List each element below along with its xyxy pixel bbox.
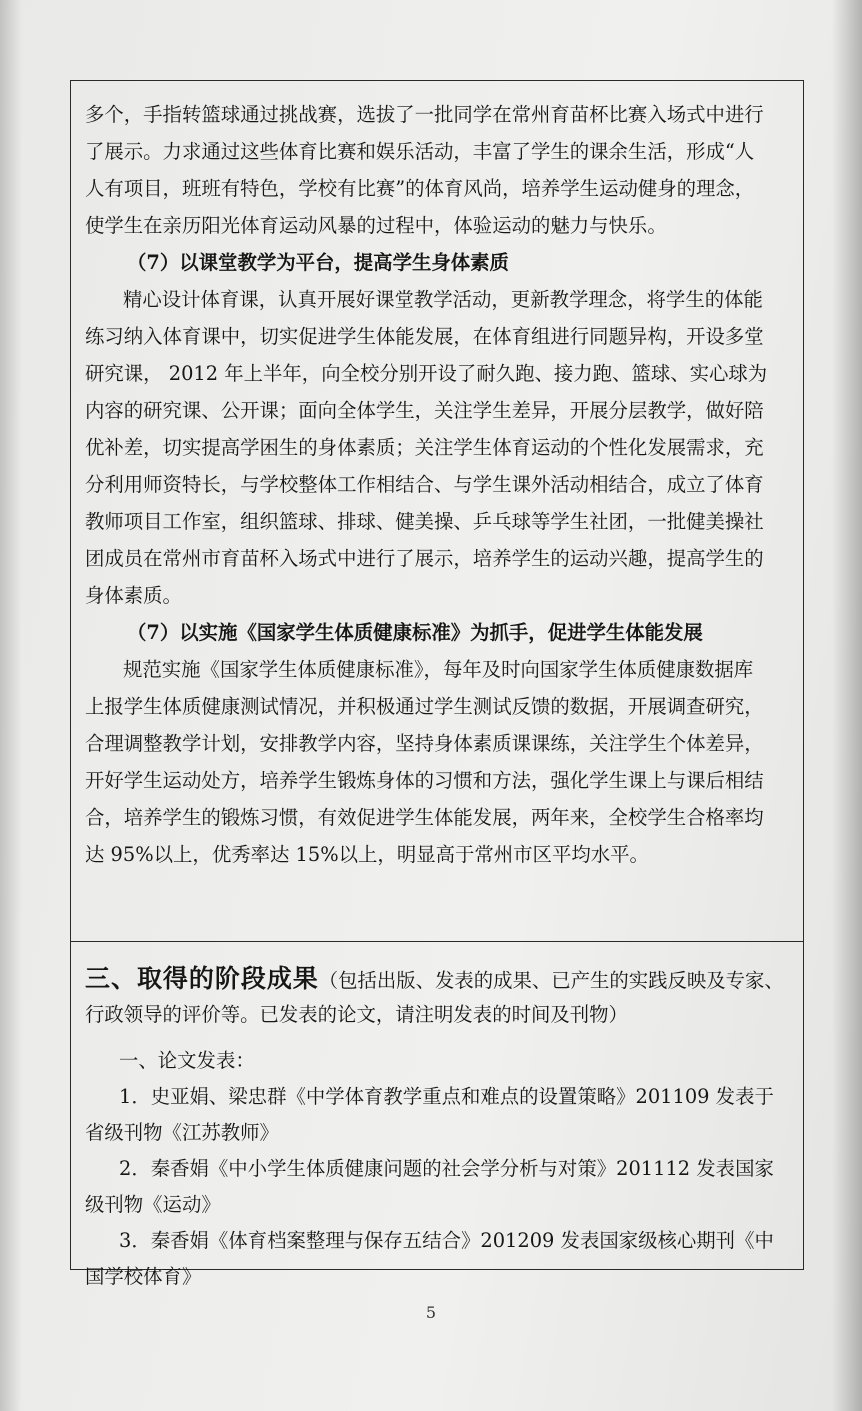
section3-heading-line <box>85 966 784 991</box>
page-number: 5 <box>425 1303 437 1322</box>
text-line: 精心设计体育课，认真开展好课堂教学活动，更新教学理念，将学生的体能 <box>123 288 763 311</box>
section3-note: （包括出版、发表的成果、已产生的实践反映及专家、 <box>318 969 784 992</box>
text-line: 身体素质。 <box>85 584 182 607</box>
section3-note-line2: 行政领导的评价等。已发表的论文，请注明发表的时间及刊物） <box>85 1003 628 1026</box>
subheading-standard: （7）以实施《国家学生体质健康标准》为抓手，促进学生体能发展 <box>127 621 703 644</box>
text-line: 合，培养学生的锻炼习惯，有效促进学生体能发展，两年来，全校学生合格率均 <box>85 806 764 829</box>
text-line: 上报学生体质健康测试情况，并积极通过学生测试反馈的数据，开展调查研究， <box>85 695 764 718</box>
text-line: 分利用师资特长，与学校整体工作相结合、与学生课外活动相结合，成立了体育 <box>85 473 764 496</box>
text-line: 练习纳入体育课中，切实促进学生体能发展，在体育组进行同题异构，开设多堂 <box>85 325 764 348</box>
page-shadow-left <box>0 0 22 1411</box>
page-shadow-right <box>832 0 862 1411</box>
text-line: 使学生在亲历阳光体育运动风暴的过程中，体验运动的魅力与快乐。 <box>85 214 667 237</box>
text-line: 优补差，切实提高学困生的身体素质；关注学生体育运动的个性化发展需求，充 <box>85 436 764 459</box>
subheading-classroom: （7）以课堂教学为平台，提高学生身体素质 <box>127 251 509 274</box>
paper-item-cont: 级刊物《运动》 <box>85 1193 221 1216</box>
text-line: 合理调整教学计划，安排教学内容，坚持身体素质课课练，关注学生个体差异， <box>85 732 764 755</box>
text-line: 多个，手指转篮球通过挑战赛，选拔了一批同学在常州育苗杯比赛入场式中进行 <box>85 103 764 126</box>
text-line: 了展示。力求通过这些体育比赛和娱乐活动，丰富了学生的课余生活，形成“人 <box>85 140 755 163</box>
paper-item-cont: 省级刊物《江苏教师》 <box>85 1121 279 1144</box>
paper-item: 1．史亚娟、梁忠群《中学体育教学重点和难点的设置策略》201109 发表于 <box>119 1085 774 1108</box>
text-line: 开好学生运动处方，培养学生锻炼身体的习惯和方法，强化学生课上与课后相结 <box>85 769 764 792</box>
text-line: 教师项目工作室，组织篮球、排球、健美操、乒乓球等学生社团，一批健美操社 <box>85 510 764 533</box>
document-table-frame <box>70 80 804 1288</box>
text-line: 规范实施《国家学生体质健康标准》，每年及时向国家学生体质健康数据库 <box>123 658 754 681</box>
section-divider <box>71 941 803 942</box>
section3-title: 三、取得的阶段成果 <box>85 964 319 993</box>
papers-subtitle: 一、论文发表： <box>119 1049 255 1072</box>
text-line: 团成员在常州市育苗杯入场式中进行了展示，培养学生的运动兴趣，提高学生的 <box>85 547 764 570</box>
text-line: 人有项目，班班有特色，学校有比赛”的体育风尚，培养学生运动健身的理念， <box>85 177 755 200</box>
text-line: 研究课， 2012 年上半年，向全校分别开设了耐久跑、接力跑、篮球、实心球为 <box>85 362 768 385</box>
text-line: 达 95%以上，优秀率达 15%以上，明显高于常州市区平均水平。 <box>85 843 649 866</box>
text-line: 内容的研究课、公开课；面向全体学生，关注学生差异，开展分层教学，做好陪 <box>85 399 764 422</box>
paper-item: 2．秦香娟《中小学生体质健康问题的社会学分析与对策》201112 发表国家 <box>119 1157 774 1180</box>
paper-item: 3．秦香娟《体育档案整理与保存五结合》201209 发表国家级核心期刊《中 <box>119 1229 774 1252</box>
paper-item-cont: 国学校体育》 <box>85 1265 202 1288</box>
